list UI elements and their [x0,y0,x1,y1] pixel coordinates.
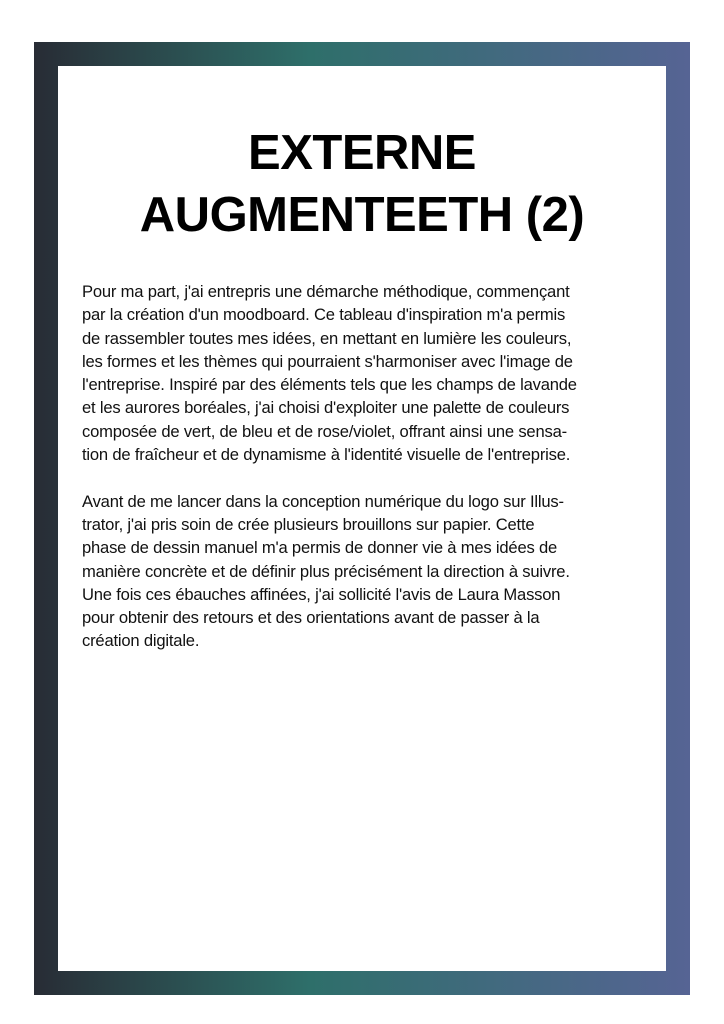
title-line-1: EXTERNE [248,126,476,180]
text-line: de rassembler toutes mes idées, en mettant en lumière les couleurs, [82,328,572,348]
text-line: Pour ma part, j'ai entrepris une démarche méthodique, commençant [82,282,570,301]
text-line: création digitale. [82,631,200,651]
text-line: les formes et les thèmes qui pourraient s'harmoniser avec l'image de [82,351,573,371]
paragraph-2 [82,490,664,653]
paragraph-1 [82,280,664,466]
text-line: trator, j'ai pris soin de crée plusieurs brouillons sur papier. Cette [82,514,535,534]
paragraph-spacer [82,466,664,489]
page-title [58,122,666,246]
document-page [58,66,666,971]
body-text [82,280,664,653]
text-line: l'entreprise. Inspiré par des éléments tels que les champs de lavande [82,375,577,395]
text-line: et les aurores boréales, j'ai choisi d'exploiter une palette de couleurs [82,398,570,418]
text-line: manière concrète et de définir plus précisément la direction à suivre. [82,561,570,581]
text-line: par la création d'un moodboard. Ce tableau d'inspiration m'a permis [82,305,566,325]
title-line-2: AUGMENTEETH (2) [139,188,585,242]
text-line: pour obtenir des retours et des orientations avant de passer à la [82,608,540,628]
text-line: Une fois ces ébauches affinées, j'ai sollicité l'avis de Laura Masson [82,584,561,604]
text-line: tion de fraîcheur et de dynamisme à l'identité visuelle de l'entreprise. [82,445,571,465]
text-line: phase de dessin manuel m'a permis de donner vie à mes idées de [82,538,558,558]
text-line: Avant de me lancer dans la conception numérique du logo sur Illus- [82,491,564,511]
text-line: composée de vert, de bleu et de rose/violet, offrant ainsi une sensa- [82,421,567,441]
